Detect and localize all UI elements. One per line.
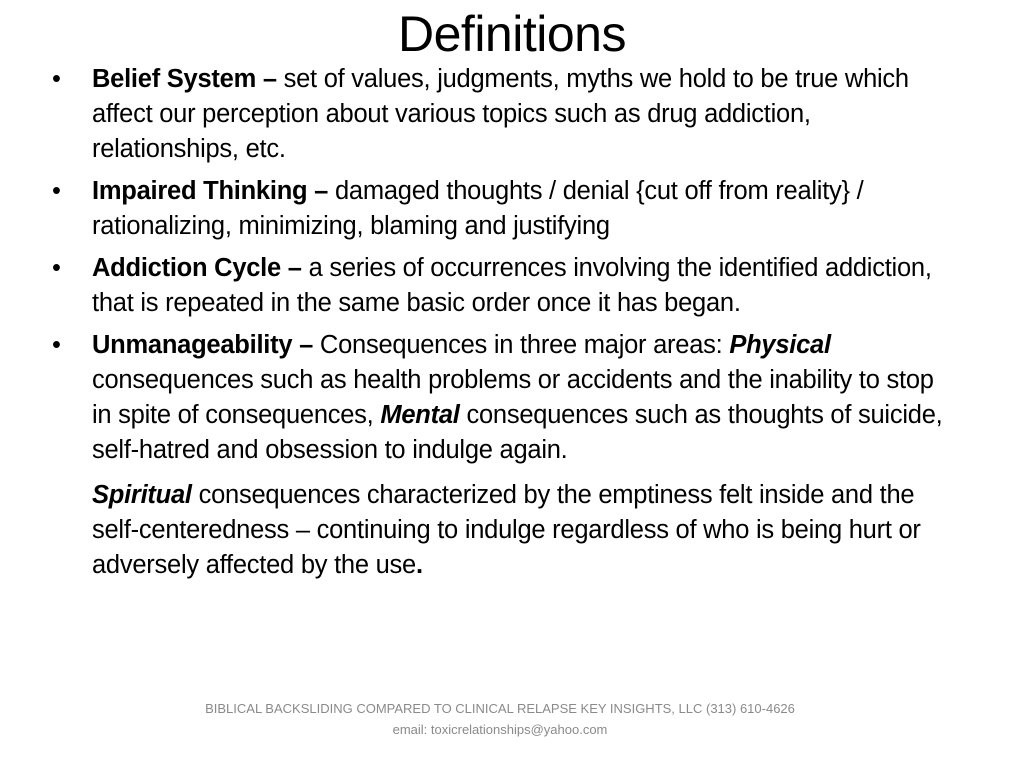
bullet-dot: • (52, 254, 61, 282)
definition-text: damaged thoughts / denial {cut off from reality} / rationalizing, minimizing, blaming and justifying (92, 177, 864, 240)
spiritual-period: . (416, 551, 423, 579)
bullet-dot: • (52, 331, 61, 359)
spiritual-text: consequences characterized by the emptiness felt inside and the self-centeredness – continuing to indulge regardless of who is being hurt or adversely affected by the use (92, 481, 921, 579)
bullet-dot: • (52, 177, 61, 205)
term-label: Addiction Cycle – (92, 254, 302, 282)
physical-label: Physical (729, 331, 831, 359)
spiritual-label: Spiritual (92, 481, 192, 509)
definition-text: set of values, judgments, myths we hold to be true which affect our perception about various topics such as drug addiction, relationships, etc. (92, 65, 909, 163)
definition-unmanageability (52, 328, 952, 468)
slide-footer (0, 698, 1000, 740)
term-label: Belief System – (92, 65, 277, 93)
definitions-list (52, 62, 952, 583)
mental-label: Mental (380, 401, 460, 429)
footer-company: BIBLICAL BACKSLIDING COMPARED TO CLINICAL RELAPSE KEY INSIGHTS, LLC (313) 610-4626 (205, 701, 795, 716)
definition-impaired-thinking (52, 174, 952, 244)
definition-text: Consequences in three major areas: (319, 331, 723, 359)
mental-text: consequences such as thoughts of suicide, self-hatred and obsession to indulge again. (92, 401, 943, 464)
definition-belief-system (52, 62, 952, 167)
definition-text: a series of occurrences involving the identified addiction, that is repeated in the same basic order once it has began. (92, 254, 932, 317)
physical-text: consequences such as health problems or accidents and the inability to stop in spite of consequences, (92, 366, 934, 429)
term-label: Impaired Thinking – (92, 177, 329, 205)
term-label: Unmanageability – (92, 331, 314, 359)
bullet-dot: • (52, 65, 61, 93)
footer-email: email: toxicrelationships@yahoo.com (392, 722, 608, 737)
spiritual-paragraph (52, 478, 952, 583)
definition-addiction-cycle (52, 251, 952, 321)
slide-title: Definitions (398, 6, 626, 62)
